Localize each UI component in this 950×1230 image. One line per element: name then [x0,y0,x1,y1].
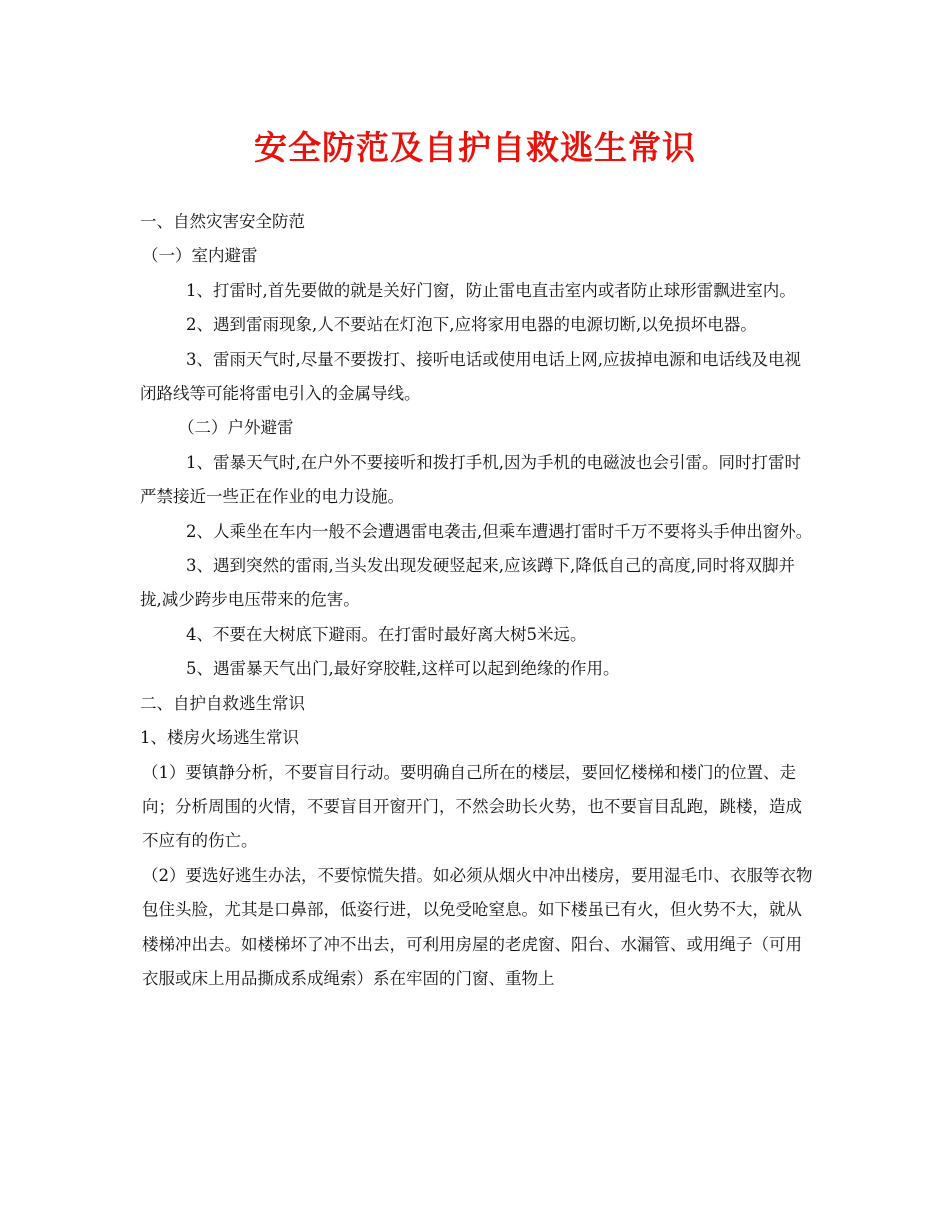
paragraph: （1）要镇静分析，不要盲目行动。要明确自己所在的楼层，要回忆楼梯和楼门的位置、走向；分析周围的火情，不要盲目开窗开门，不然会助长火势，也不要盲目乱跑，跳楼，造成不应有的伤亡。 [142,762,802,851]
document-title: 安全防范及自护自救逃生常识 [254,128,696,167]
document-body [140,205,815,996]
paragraph: 3、雷雨天气时,尽量不要拨打、接听电话或使用电话上网,应拔掉电源和电话线及电视闭路线等可能将雷电引入的金属导线。 [140,349,801,404]
paragraph: 1、雷暴天气时,在户外不要接听和拨打手机,因为手机的电磁波也会引雷。同时打雷时严禁接近一些正在作业的电力设施。 [140,452,801,507]
paragraph: 4、不要在大树底下避雨。在打雷时最好离大树5米远。 [186,624,587,644]
paragraph: 2、人乘坐在车内一般不会遭遇雷电袭击,但乘车遭遇打雷时千万不要将头手伸出窗外。 [186,521,813,541]
paragraph: 2、遇到雷雨现象,人不要站在灯泡下,应将家用电器的电源切断,以免损坏电器。 [186,315,757,335]
paragraph: 5、遇雷暴天气出门,最好穿胶鞋,这样可以起到绝缘的作用。 [186,659,620,679]
section-heading: 一、自然灾害安全防范 [140,212,305,231]
section-heading: 二、自护自救逃生常识 [140,693,305,713]
subsection-heading: 1、楼房火场逃生常识 [140,728,299,748]
subsection-heading: （二）户外避雷 [178,418,294,438]
paragraph: （2）要选好逃生办法，不要惊慌失措。如必须从烟火中冲出楼房，要用湿毛巾、衣服等衣物包住头脸，尤其是口鼻部，低姿行进，以免受呛窒息。如下楼虽已有火，但火势不大，就从楼梯冲出去。如楼梯坏了冲不出去，可利用房屋的老虎窗、阳台、水漏管、或用绳子（可用衣服或床上用品撕成系成绳索）系在牢固的门窗、重物上 [142,865,813,988]
paragraph: 1、打雷时,首先要做的就是关好门窗，防止雷电直击室内或者防止球形雷飘进室内。 [186,280,796,300]
subsection-heading: （一）室内避雷 [142,246,258,266]
paragraph: 3、遇到突然的雷雨,当头发出现发硬竖起来,应该蹲下,降低自己的高度,同时将双脚并拢,减少跨步电压带来的危害。 [140,556,795,610]
